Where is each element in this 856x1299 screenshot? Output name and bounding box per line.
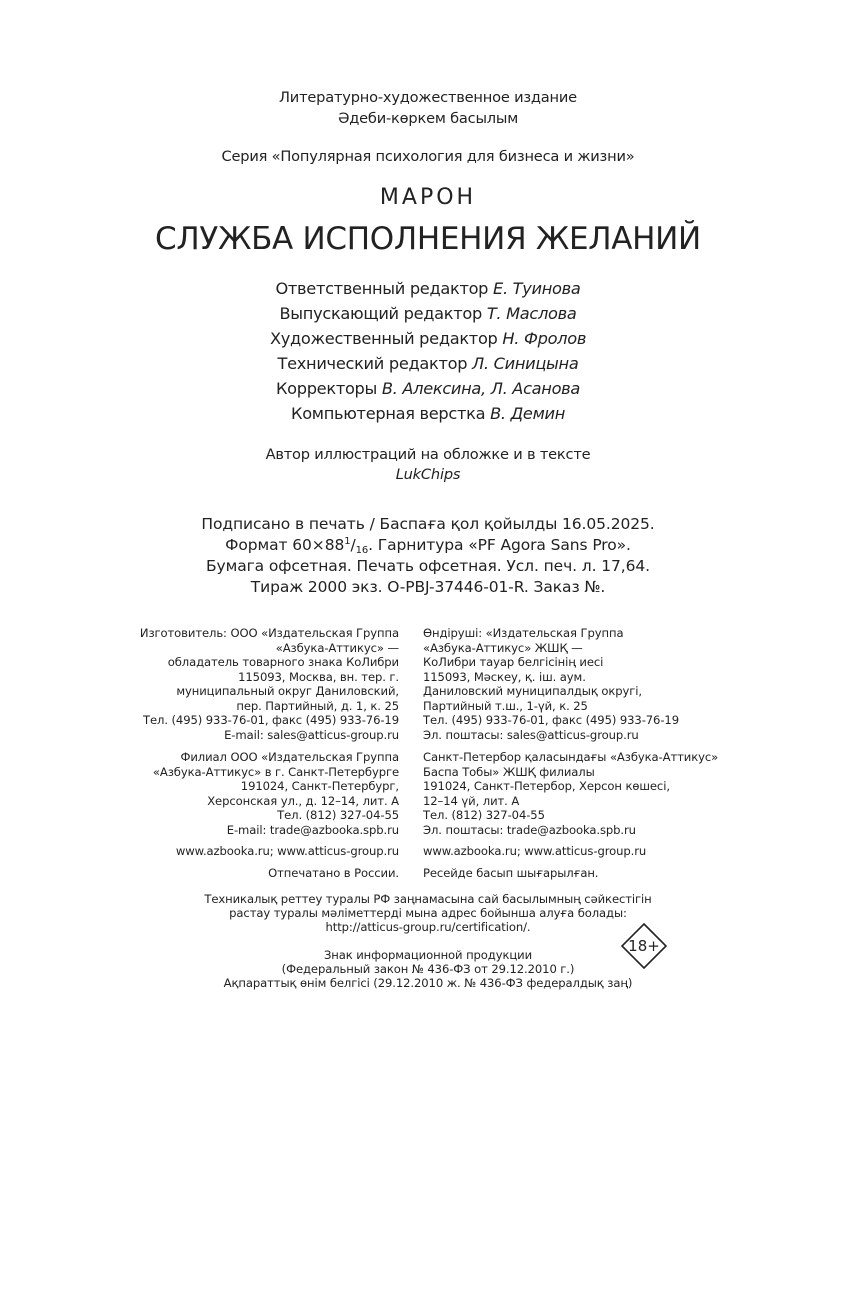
print-signed: Подписано в печать / Баспаға қол қойылды 16.05.2025. xyxy=(201,515,655,533)
edition-ru: Литературно-художественное издание xyxy=(279,89,577,106)
printed-kz: Ресейде басып шығарылған. xyxy=(423,866,599,880)
websites-kz: www.azbooka.ru; www.atticus-group.ru xyxy=(423,844,647,858)
credit-line: Технический редактор Л. Синицына xyxy=(277,354,579,373)
illustrations-name: LukChips xyxy=(395,466,461,483)
certification-line: http://atticus-group.ru/certification/. xyxy=(325,920,531,934)
printed-ru: Отпечатано в России. xyxy=(268,866,399,880)
certification-line: Техникалық реттеу туралы РФ заңнамасына сай басылымның сәйкестігін xyxy=(204,892,652,906)
credit-line: Художественный редактор Н. Фролов xyxy=(269,329,587,348)
series: Серия «Популярная психология для бизнеса и жизни» xyxy=(221,148,635,165)
credit-line: Компьютерная верстка В. Демин xyxy=(291,404,565,423)
illustrations-label: Автор иллюстраций на обложке и в тексте xyxy=(265,446,591,463)
info-sign-line: (Федеральный закон № 436-ФЗ от 29.12.2010 г.) xyxy=(281,962,575,976)
manufacturer-kz: Өндіруші: «Издательская Группа «Азбука-Аттикус» ЖШҚ — КоЛибри тауар белгісінің иесі 115093, Мәскеу, қ. іш. аум. Даниловский муниципалдық округі, Партийный т.ш., 1-үй, к. 25 Тел. (495) 933-76-01, факс (495) 933-76-19 Эл. поштасы: sales@atticus-group.ru xyxy=(423,626,679,742)
branch-ru: Филиал ООО «Издательская Группа «Азбука-Аттикус» в г. Санкт-Петербурге 191024, Санкт-Петербург, Херсонская ул., д. 12–14, лит. А Тел. (812) 327-04-55 E-mail: trade@azbooka.spb.ru xyxy=(152,750,399,837)
credit-line: Ответственный редактор Е. Туинова xyxy=(275,279,581,298)
certification-line: растау туралы мәліметтерді мына адрес бойынша алуға болады: xyxy=(229,906,627,920)
info-sign-line: Знак информационной продукции xyxy=(323,948,533,962)
credit-line: Выпускающий редактор Т. Маслова xyxy=(279,304,577,323)
websites-ru: www.azbooka.ru; www.atticus-group.ru xyxy=(175,844,399,858)
book-author: МАРОН xyxy=(379,185,477,210)
print-format: Формат $60\times 88^1/_{16}$. Гарнитура «PF Agora Sans Pro». xyxy=(225,536,631,556)
info-sign-line: Ақпараттық өнім белгісі (29.12.2010 ж. № 436-ФЗ федералдық заң) xyxy=(223,976,633,990)
credit-line: Корректоры В. Алексина, Л. Асанова xyxy=(275,379,581,398)
edition-kz: Әдеби-көркем басылым xyxy=(337,110,519,127)
print-run: Тираж 2000 экз. O-PBJ-37446-01-R. Заказ №. xyxy=(250,578,606,596)
age-rating-badge: 18+ xyxy=(628,937,660,955)
print-paper: Бумага офсетная. Печать офсетная. Усл. печ. л. 17,64. xyxy=(206,557,650,575)
book-title: СЛУЖБА ИСПОЛНЕНИЯ ЖЕЛАНИЙ xyxy=(155,221,701,257)
branch-kz: Санкт-Петербор қаласындағы «Азбука-Аттикус» Баспа Тобы» ЖШҚ филиалы 191024, Санкт-Петербор, Херсон көшесі, 12–14 үй, лит. А Тел. (812) 327-04-55 Эл. поштасы: trade@azbooka.spb.ru xyxy=(423,750,719,837)
manufacturer-ru: Изготовитель: ООО «Издательская Группа «Азбука-Аттикус» — обладатель товарного знака КоЛибри 115093, Москва, вн. тер. г. муниципальный округ Даниловский, пер. Партийный, д. 1, к. 25 Тел. (495) 933-76-01, факс (495) 933-76-19 E-mail: sales@atticus-group.ru xyxy=(139,626,399,742)
